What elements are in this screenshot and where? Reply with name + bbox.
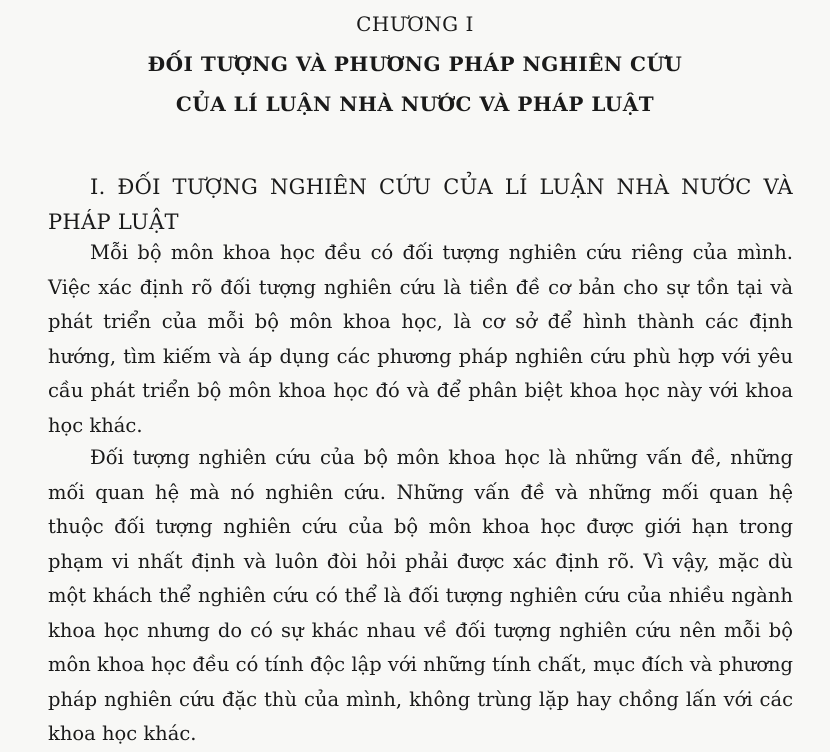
chapter-label: CHƯƠNG I <box>356 12 474 36</box>
section-heading: I. ĐỐI TƯỢNG NGHIÊN CỨU CỦA LÍ LUẬN NHÀ NƯỚC VÀ PHÁP LUẬT <box>48 175 793 234</box>
body-paragraph-2: Đối tượng nghiên cứu của bộ môn khoa học là những vấn đề, những mối quan hệ mà nó nghiên cứu. Những vấn đề và những mối quan hệ thuộc đối tượng nghiên cứu của bộ môn khoa học được giới hạn trong phạm vi nhất định và luôn đòi hỏi phải được xác định rõ. Vì vậy, mặc dù một khách thể nghiên cứu có thể là đối tượng nghiên cứu của nhiều ngành khoa học nhưng do có sự khác nhau về đối tượng nghiên cứu nên mỗi bộ môn khoa học đều có tính độc lập với những tính chất, mục đích và phương pháp nghiên cứu đặc thù của mình, không trùng lặp hay chồng lấn với các khoa học khác. <box>48 446 793 745</box>
chapter-title-line-2: CỦA LÍ LUẬN NHÀ NƯỚC VÀ PHÁP LUẬT <box>175 92 655 116</box>
body-paragraph-1: Mỗi bộ môn khoa học đều có đối tượng nghiên cứu riêng của mình. Việc xác định rõ đối tượng nghiên cứu là tiền đề cơ bản cho sự tồn tại và phát triển của mỗi bộ môn khoa học, là cơ sở để hình thành các định hướng, tìm kiếm và áp dụng các phương pháp nghiên cứu phù hợp với yêu cầu phát triển bộ môn khoa học đó và để phân biệt khoa học này với khoa học khác. <box>48 241 793 437</box>
chapter-title-line-1: ĐỐI TƯỢNG VÀ PHƯƠNG PHÁP NGHIÊN CỨU <box>147 52 683 76</box>
